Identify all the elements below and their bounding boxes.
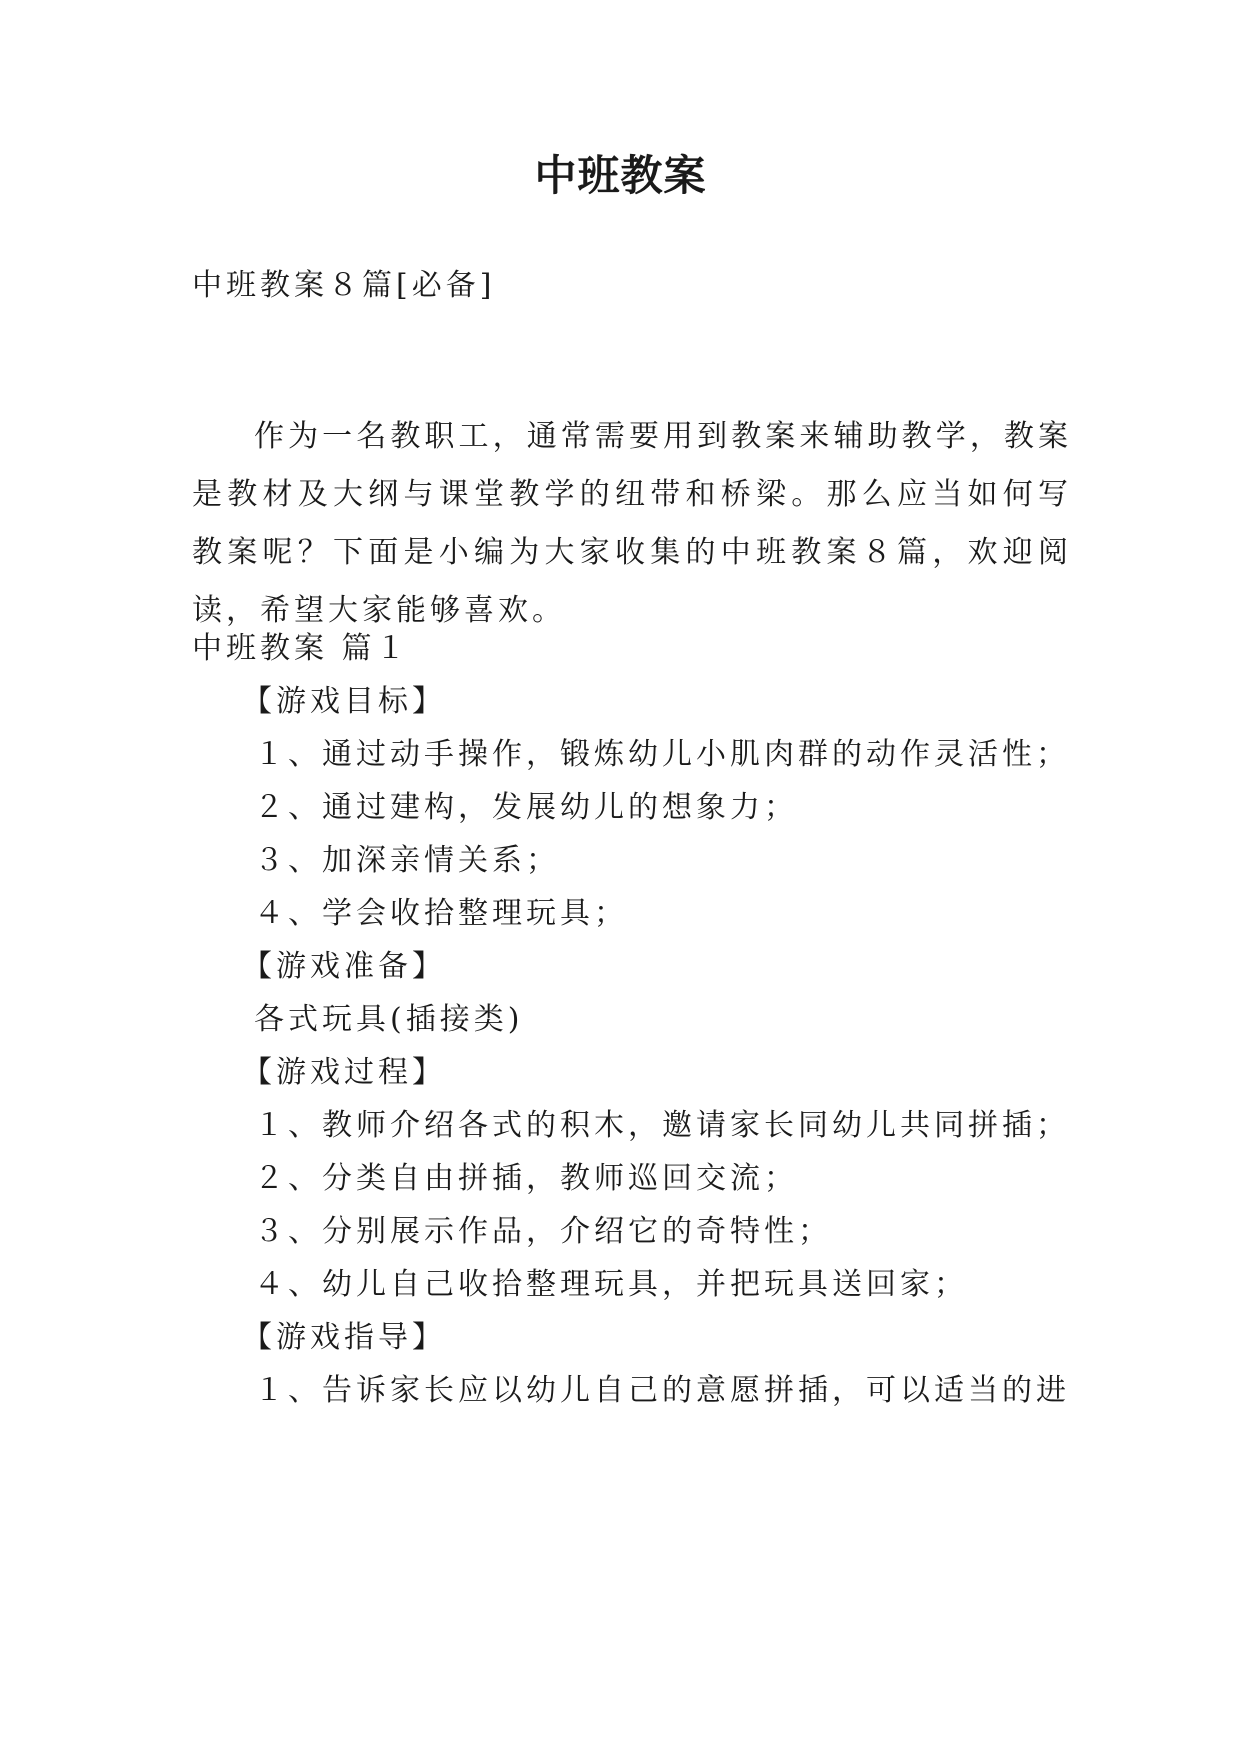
process-heading: 【游戏过程】 [242, 1055, 446, 1090]
intro-paragraph: 作为一名教职工，通常需要用到教案来辅助教学，教案是教材及大纲与课堂教学的纽带和桥梁。那么应当如何写教案呢？下面是小编为大家收集的中班教案８篇，欢迎阅读，希望大家能够喜欢。 [192, 419, 1072, 628]
document-title: 中班教案 [534, 151, 707, 200]
goal-item: １、通过动手操作，锻炼幼儿小肌肉群的动作灵活性； [254, 737, 1070, 772]
goal-item: ２、通过建构，发展幼儿的想象力； [254, 790, 798, 825]
section-heading: 中班教案 篇１ [192, 631, 410, 666]
guide-heading: 【游戏指导】 [242, 1320, 446, 1355]
goal-item: ３、加深亲情关系； [254, 843, 560, 878]
goals-heading: 【游戏目标】 [242, 684, 446, 719]
document-subtitle: 中班教案８篇[必备] [192, 268, 496, 303]
process-item: １、教师介绍各式的积木，邀请家长同幼儿共同拼插； [254, 1108, 1070, 1143]
goal-item: ４、学会收拾整理玩具； [254, 896, 628, 931]
process-item: ３、分别展示作品，介绍它的奇特性； [254, 1214, 832, 1249]
guide-item: １、告诉家长应以幼儿自己的意愿拼插，可以适当的进 [254, 1373, 1070, 1408]
process-item: ２、分类自由拼插，教师巡回交流； [254, 1161, 798, 1196]
prep-heading: 【游戏准备】 [242, 949, 446, 984]
process-item: ４、幼儿自己收拾整理玩具，并把玩具送回家； [254, 1267, 968, 1302]
prep-text: 各式玩具(插接类) [254, 1002, 524, 1037]
